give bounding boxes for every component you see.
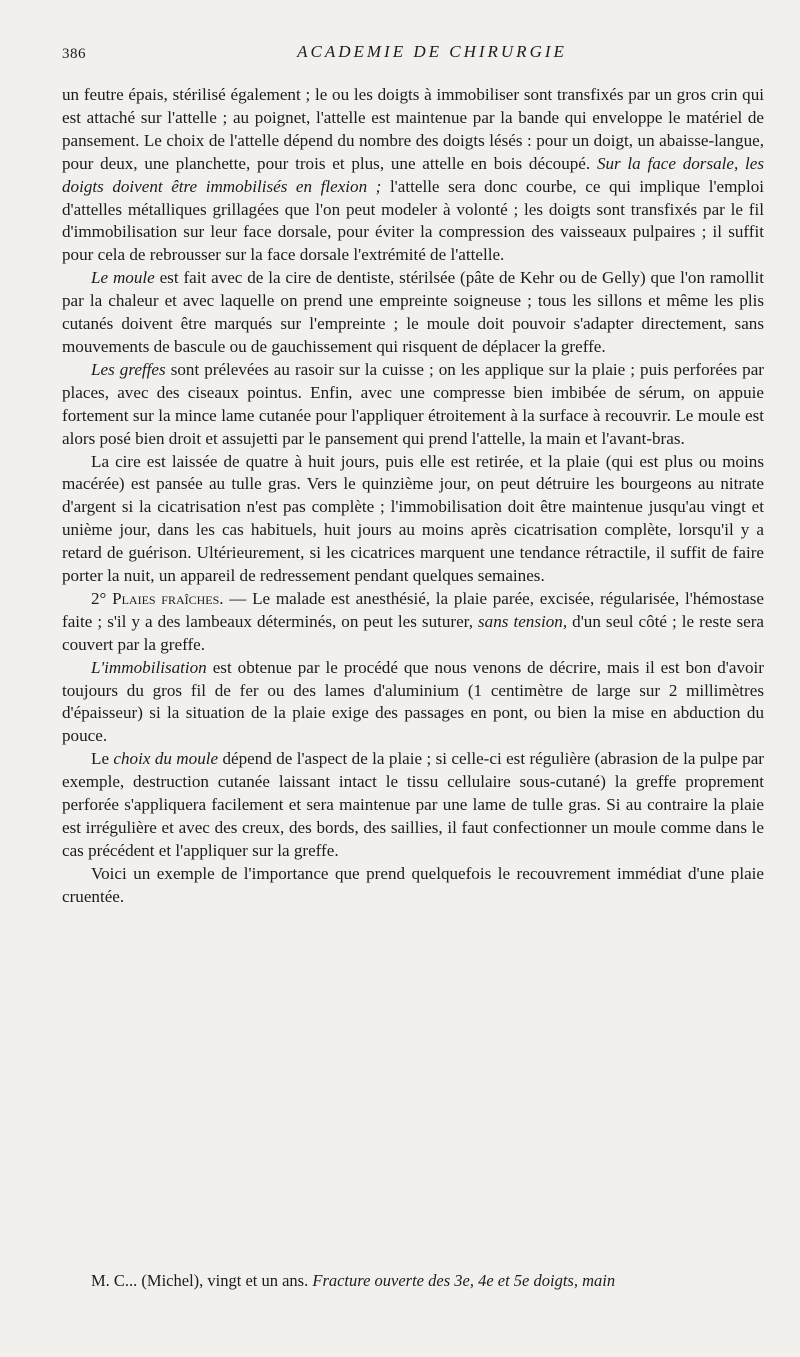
- paragraph-2: Le moule est fait avec de la cire de dentiste, stérilsée (pâte de Kehr ou de Gelly) que l'on ramollit par la chaleur et avec laquelle on prend une empreinte soigneuse ; tous les sillons et même les plis cutanés doivent être marqués sur l'empreinte ; le moule doit pouvoir s'adapter directement, sans mouvements de bascule ou de gauchissement qui risquent de déplacer la greffe.: [62, 268, 764, 356]
- emphasis: sans tension,: [478, 611, 568, 631]
- emphasis: Fracture ouverte des 3e, 4e et 5e doigts, main: [312, 1271, 616, 1290]
- paragraph-1: un feutre épais, stérilisé également ; le ou les doigts à immobiliser sont transfixés par un gros crin qui est attaché sur l'attelle ; au poignet, l'attelle est maintenue par la bande qui enveloppe le matériel de pansement. Le choix de l'attelle dépend du nombre des doigts lésés : pour un doigt, un abaisse-langue, pour deux, une planchette, pour trois et plus, une attelle en bois découpé. Sur la face dorsale, les doigts doivent être immobilisés en flexion ; l'attelle sera donc courbe, ce qui implique l'emploi d'attelles métalliques grillagées que l'on peut modeler à volonté ; les doigts sont transfixés par le fil d'immobilisation sur leur face dorsale, pour éviter la compression des vaisseaux pulpaires ; il suffit pour cela de rebrousser sur la face dorsale l'extrémité de l'attelle.: [62, 85, 765, 265]
- section-heading: Plaies fraîches.: [112, 588, 224, 608]
- emphasis: Le moule: [91, 268, 155, 288]
- paragraph-6: L'immobilisation est obtenue par le procédé que nous venons de décrire, mais il est bon d'avoir toujours du gros fil de fer ou des lames d'aluminium (1 centimètre de large sur 2 millimètres d'épaisseur) si la situation de la plaie exige des passages en pont, ou bien la mise en abduction du pouce.: [62, 657, 764, 746]
- page-number: 386: [62, 46, 86, 62]
- paragraph-3: Les greffes sont prélevées au rasoir sur la cuisse ; on les applique sur la plaie ; puis perforées par places, avec des ciseaux pointus. Enfin, avec une compresse bien imbibée de sérum, on appuie fortement sur la mince lame cutanée pour l'appliquer étroitement à la surface à recouvrir. Le moule est alors posé bien droit et assujetti par le pansement qui prend l'attelle, la main et l'avant-bras.: [62, 359, 764, 448]
- paragraph-7: Le choix du moule dépend de l'aspect de la plaie ; si celle-ci est régulière (abrasion de la pulpe par exemple, destruction cutanée laissant intact le tissu cellulaire sous-cutané) la greffe proprement perforée s'appliquera facilement et sera maintenue par une lame de tulle gras. Si au contraire la plaie est irrégulière et avec des creux, des bords, des saillies, il faut confectionner un moule comme dans le cas précédent et l'appliquer sur la greffe.: [62, 749, 764, 860]
- body-text: [62, 84, 764, 909]
- page-header: [62, 42, 762, 70]
- paragraph-8: Voici un exemple de l'importance que prend quelquefois le recouvrement immédiat d'une plaie cruentée.: [62, 863, 764, 906]
- emphasis: Sur la face dorsale, les doigts doivent être immobilisés en flexion ;: [62, 153, 764, 196]
- emphasis: choix du moule: [113, 749, 219, 769]
- emphasis: Les greffes: [91, 359, 166, 379]
- paragraph-5: 2° Plaies fraîches. — Le malade est anesthésié, la plaie parée, excisée, régularisée, l'hémostase faite ; s'il y a des lambeaux déterminés, on peut les suturer, sans tension, d'un seul côté ; le reste sera couvert par la greffe.: [62, 588, 764, 654]
- running-title: ACADEMIE DE CHIRURGIE: [297, 42, 567, 61]
- case-note: M. C... (Michel), vingt et un ans. Fracture ouverte des 3e, 4e et 5e doigts, main: [91, 1271, 616, 1290]
- emphasis: L'immobilisation: [91, 657, 207, 677]
- paragraph-4: La cire est laissée de quatre à huit jours, puis elle est retirée, et la plaie (qui est plus ou moins macérée) est pansée au tulle gras. Vers le quinzième jour, on peut détruire les bourgeons au nitrate d'argent si la cicatrisation n'est pas complète ; l'immobilisation doit être maintenue jusqu'au vingt et unième jour, dans les cas habituels, huit jours au moins après cicatrisation complète, lorsqu'il y a retard de guérison. Ultérieurement, si les cicatrices marquent une tendance rétractile, il suffit de faire porter la nuit, un appareil de redressement pendant quelques semaines.: [62, 451, 764, 586]
